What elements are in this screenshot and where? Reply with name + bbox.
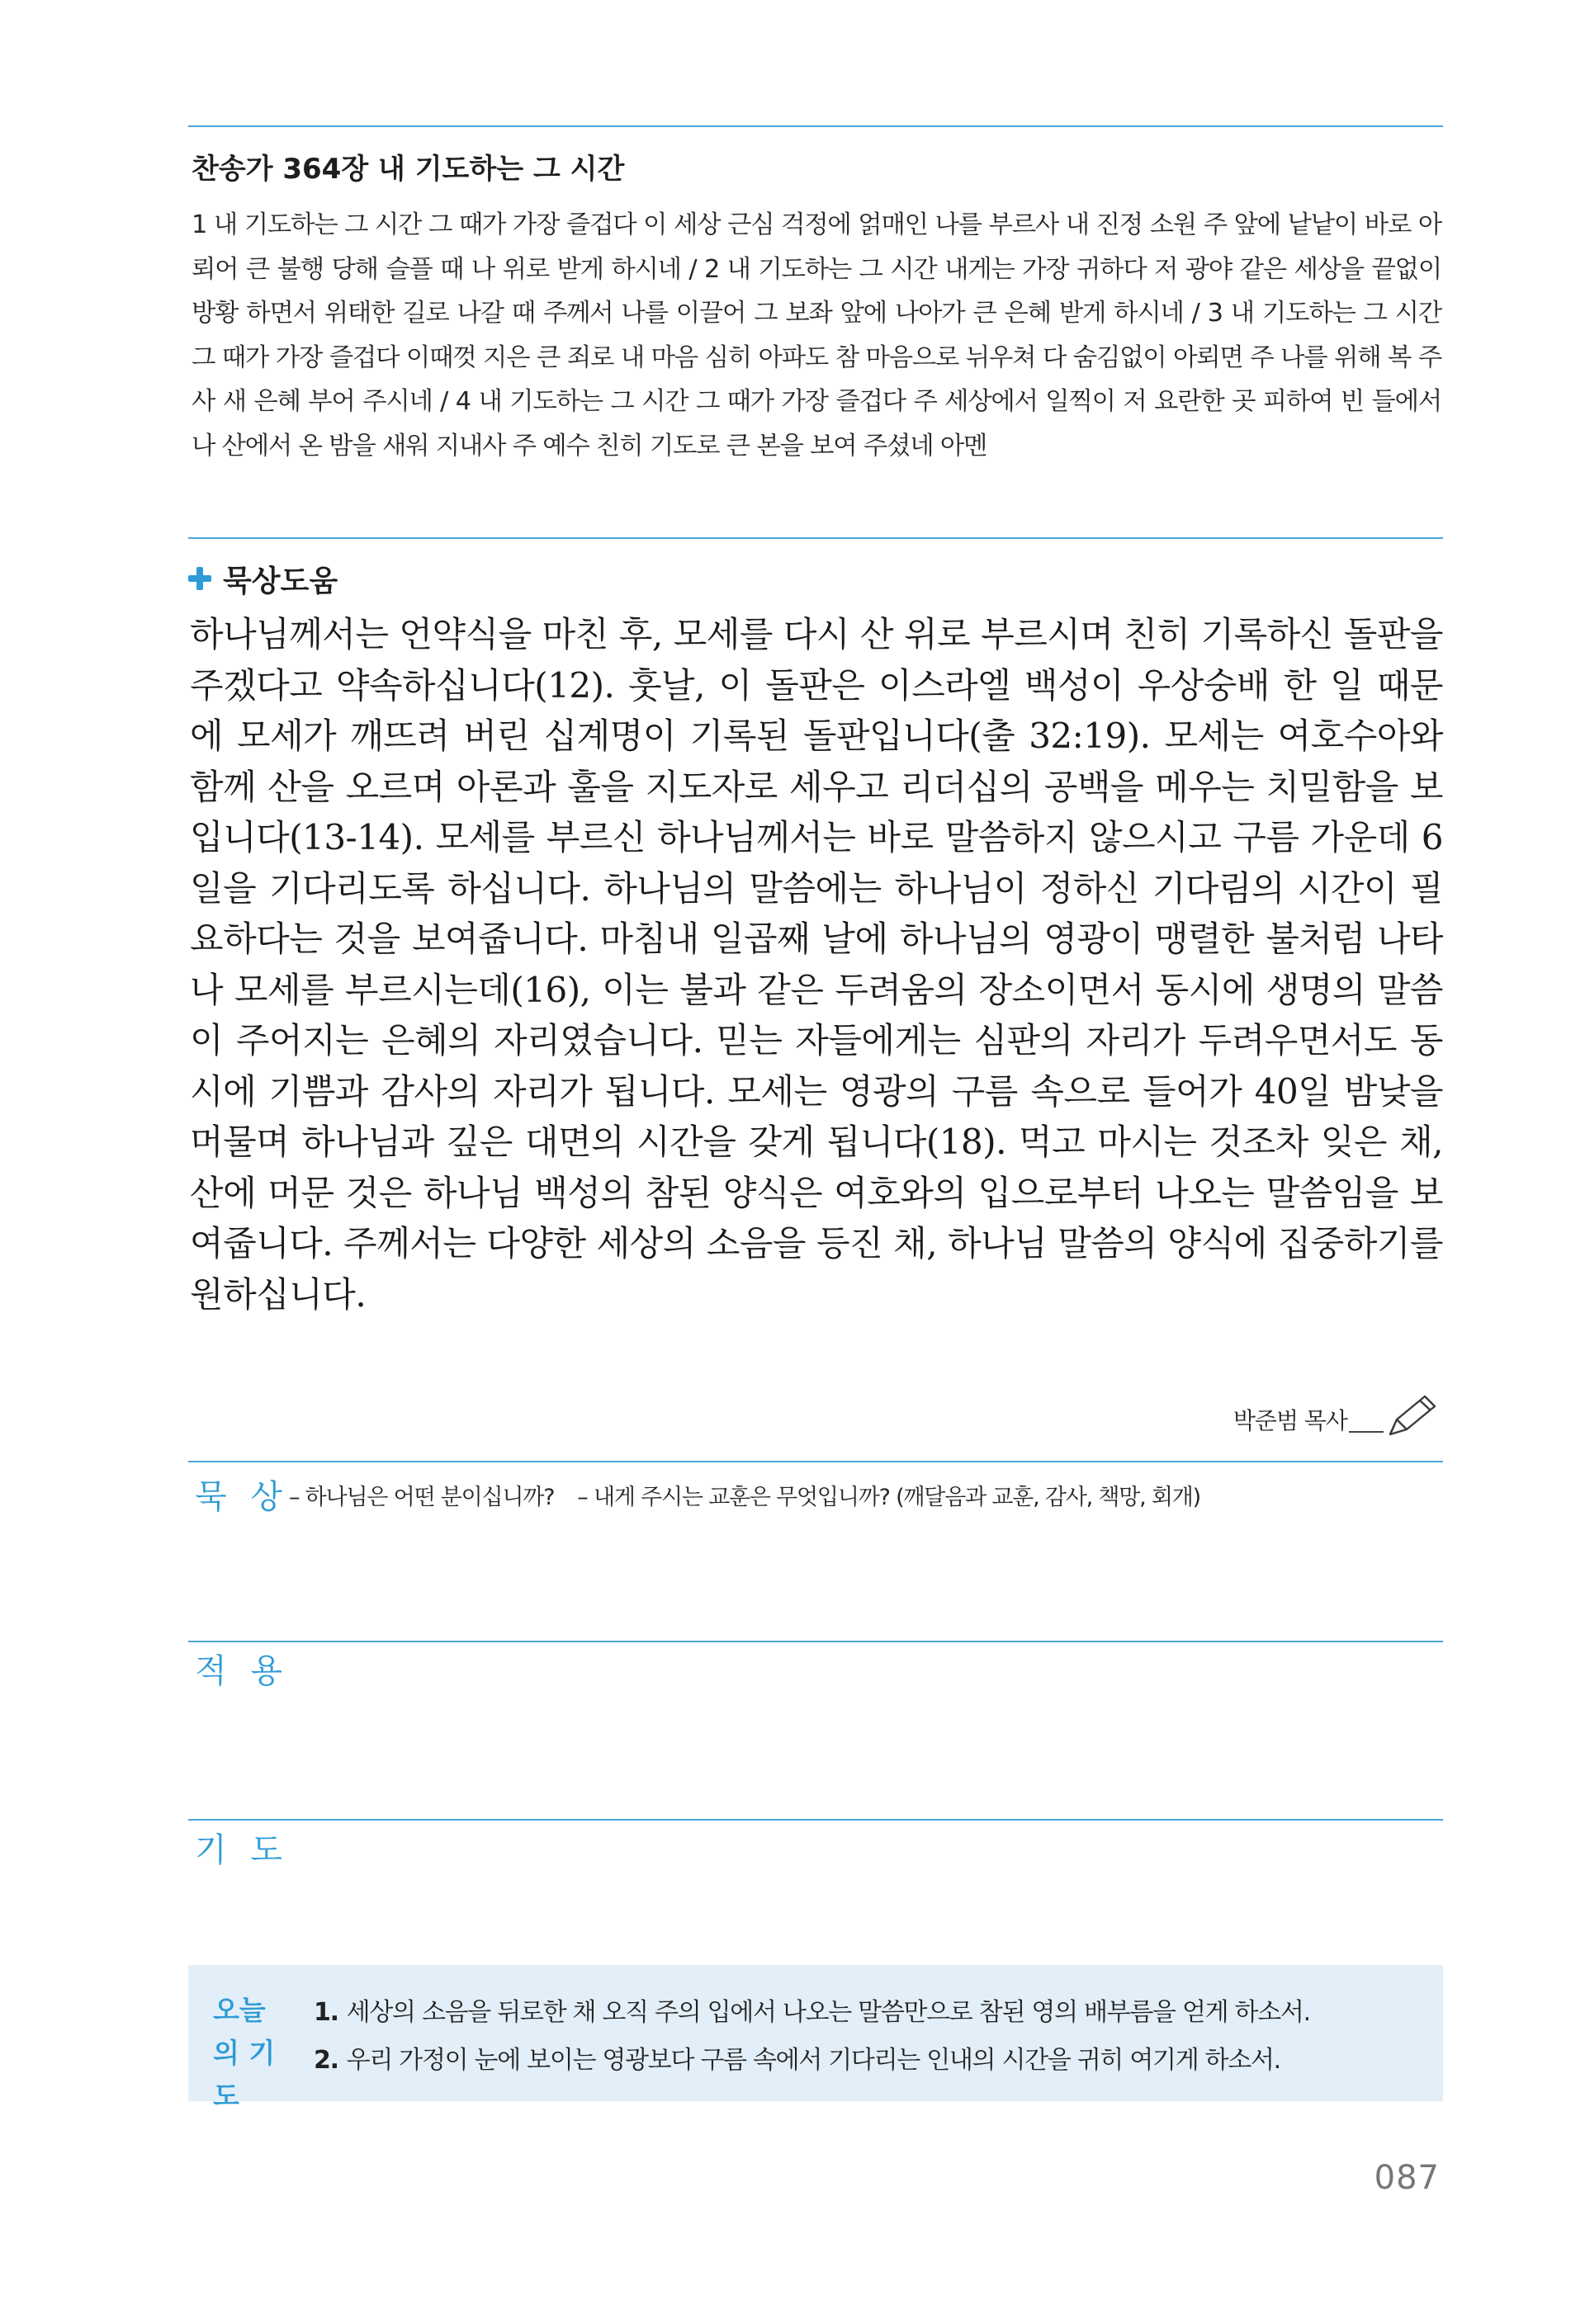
hymn-divider [188,537,1443,539]
question-who-is-god: – 하나님은 어떤 분이십니까? [289,1485,555,1510]
top-rule [188,125,1443,127]
prayer-item [314,1989,1436,2037]
prayer-divider [188,1819,1443,1821]
hymn-title: 찬송가 364장 내 기도하는 그 시간 [192,153,625,186]
author-signature [1233,1391,1440,1441]
meditation-questions [289,1479,1200,1511]
meditation-help-heading [188,555,338,602]
prayer-item-number: 2. [314,2046,338,2075]
meditation-help-body: 하나님께서는 언약식을 마친 후, 모세를 다시 산 위로 부르시며 친히 기록하신 돌판을 주겠다고 약속하십니다(12). 훗날, 이 돌판은 이스라엘 백성이 우상숭배 한 일 때문에 모세가 깨뜨려 버린 십계명이 기록된 돌판입니다(출 32:19). 모세는 여호수아와 함께 산을 오르며 아론과 훌을 지도자로 세우고 리더십의 공백을 메우는 치밀함을 보입니다(13-14). 모세를 부르신 하나님께서는 바로 말씀하지 않으시고 구름 가운데 6일을 기다리도록 하십니다. 하나님의 말씀에는 하나님이 정하신 기다림의 시간이 필요하다는 것을 보여줍니다. 마침내 일곱째 날에 하나님의 영광이 맹렬한 불처럼 나타나 모세를 부르시는데(16), 이는 불과 같은 두려움의 장소이면서 동시에 생명의 말씀이 주어지는 은혜의 자리였습니다. 믿는 자들에게는 심판의 자리가 두려우면서도 동시에 기쁨과 감사의 자리가 됩니다. 모세는 영광의 구름 속으로 들어가 40일 밤낮을 머물며 하나님과 깊은 대면의 시간을 갖게 됩니다(18). 먹고 마시는 것조차 잊은 채, 산에 머문 것은 하나님 백성의 참된 양식은 여호와의 입으로부터 나오는 말씀임을 보여줍니다. 주께서는 다양한 세상의 소음을 등진 채, 하나님 말씀의 양식에 집중하기를 원하십니다. [190,614,1443,1315]
application-section-label: 적 용 [195,1652,289,1690]
pencil-icon [1385,1391,1440,1441]
prayer-item-number: 1. [314,1998,338,2027]
prayer-item-text: 우리 가정이 눈에 보이는 영광보다 구름 속에서 기다리는 인내의 시간을 귀히 여기게 하소서. [346,2046,1280,2075]
prayer-item [314,2037,1436,2085]
question-lesson: – 내게 주시는 교훈은 무엇입니까? (깨달음과 교훈, 감사, 책망, 회개) [577,1485,1201,1510]
page-number: 087 [1374,2159,1440,2197]
hymn-lyrics: 1 내 기도하는 그 시간 그 때가 가장 즐겁다 이 세상 근심 걱정에 얽매인 나를 부르사 내 진정 소원 주 앞에 낱낱이 바로 아뢰어 큰 불행 당해 슬플 때 나 위로 받게 하시네 / 2 내 기도하는 그 시간 내게는 가장 귀하다 저 광야 같은 세상을 끝없이 방황 하면서 위태한 길로 나갈 때 주께서 나를 이끌어 그 보좌 앞에 나아가 큰 은혜 받게 하시네 / 3 내 기도하는 그 시간 그 때가 가장 즐겁다 이때껏 지은 큰 죄로 내 마음 심히 아파도 참 마음으로 뉘우쳐 다 숨김없이 아뢰면 주 나를 위해 복 주사 새 은혜 부어 주시네 / 4 내 기도하는 그 시간 그 때가 가장 즐겁다 주 세상에서 일찍이 저 요란한 곳 피하여 빈 들에서나 산에서 온 밤을 새워 지내사 주 예수 친히 기도로 큰 본을 보여 주셨네 아멘 [192,210,1441,461]
meditation-divider [188,1461,1443,1462]
author-name: 박준범 목사 [1233,1407,1347,1434]
meditation-section-label: 묵 상 [195,1478,289,1516]
todays-prayer-label: 오늘의 기도 [213,1994,276,2112]
prayer-item-text: 세상의 소음을 뒤로한 채 오직 주의 입에서 나오는 말씀만으로 참된 영의 배부름을 얻게 하소서. [346,1998,1310,2027]
plus-cross-icon [188,567,211,590]
author-underline [1349,1431,1384,1433]
application-divider [188,1641,1443,1642]
todays-prayer-list [314,1989,1436,2085]
meditation-help-label: 묵상도움 [223,564,338,598]
prayer-section-label: 기 도 [195,1831,289,1869]
